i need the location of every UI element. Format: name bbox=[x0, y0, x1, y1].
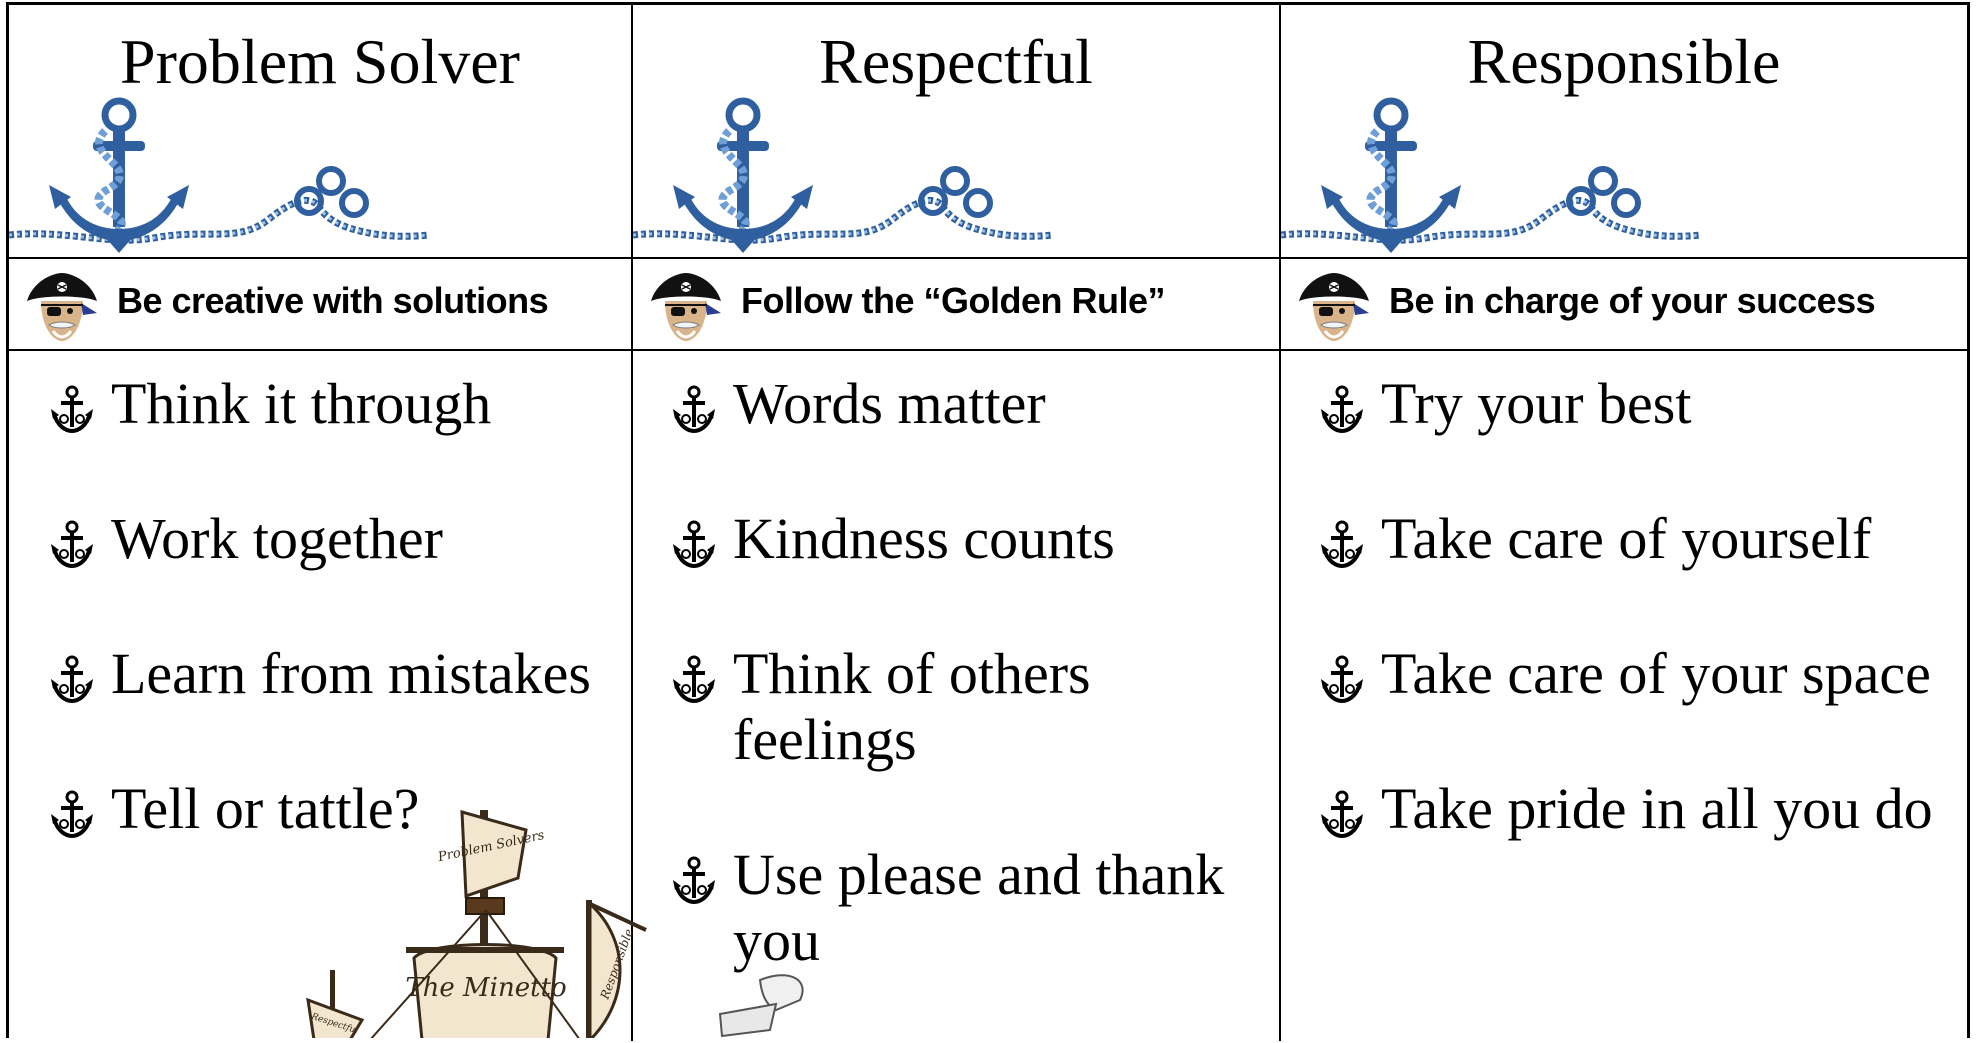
left-flag-text: Respectful bbox=[310, 1011, 360, 1037]
pirate-icon bbox=[647, 269, 725, 345]
item-text: Think it through bbox=[111, 371, 492, 436]
motto-text: Be in charge of your success bbox=[1389, 280, 1876, 321]
item-text: Try your best bbox=[1381, 371, 1692, 436]
column-header bbox=[9, 5, 631, 259]
item-text: Words matter bbox=[733, 371, 1046, 436]
ship-illustration bbox=[290, 800, 850, 1038]
item-text: Learn from mistakes bbox=[111, 641, 591, 706]
anchor-rope-icon bbox=[9, 97, 429, 253]
sail-text: The Minetto bbox=[405, 973, 567, 1003]
item-text: Kindness counts bbox=[733, 506, 1115, 571]
item-text: Take care of yourself bbox=[1381, 506, 1872, 571]
item-text: Take care of your space bbox=[1381, 641, 1931, 706]
list-item bbox=[671, 641, 1273, 773]
anchor-icon bbox=[49, 520, 95, 568]
motto-row bbox=[1281, 259, 1967, 351]
flag-text: Problem Solvers bbox=[436, 827, 546, 866]
column-header bbox=[633, 5, 1279, 259]
anchor-icon bbox=[1319, 520, 1365, 568]
item-text: Tell or tattle? bbox=[111, 776, 420, 841]
anchor-icon bbox=[1319, 790, 1365, 838]
list-item bbox=[1319, 371, 1961, 437]
anchor-icon bbox=[671, 520, 717, 568]
list-item bbox=[671, 506, 1273, 572]
column-responsible bbox=[1281, 5, 1967, 1041]
list-item bbox=[49, 506, 625, 572]
anchor-icon bbox=[49, 790, 95, 838]
anchor-icon bbox=[49, 655, 95, 703]
list-item bbox=[671, 371, 1273, 437]
list-item bbox=[49, 371, 625, 437]
anchor-icon bbox=[671, 385, 717, 433]
expectation-list bbox=[1319, 371, 1961, 911]
anchor-icon bbox=[671, 655, 717, 703]
pirate-icon bbox=[1295, 269, 1373, 345]
pirate-icon bbox=[23, 269, 101, 345]
list-item bbox=[1319, 776, 1961, 842]
motto-text: Be creative with solutions bbox=[117, 280, 549, 321]
list-item bbox=[1319, 641, 1961, 707]
motto-row bbox=[633, 259, 1279, 351]
motto-row bbox=[9, 259, 631, 351]
column-title: Problem Solver bbox=[120, 26, 520, 97]
anchor-icon bbox=[1319, 655, 1365, 703]
item-text: Take pride in all you do bbox=[1381, 776, 1933, 841]
right-sail-text: Responsible bbox=[597, 927, 636, 1002]
column-header bbox=[1281, 5, 1967, 259]
anchor-rope-icon bbox=[633, 97, 1053, 253]
item-text: Think of others feelings bbox=[733, 641, 1091, 772]
item-text: Work together bbox=[111, 506, 443, 571]
column-title: Responsible bbox=[1467, 26, 1781, 97]
item-text: Use please and thank you bbox=[733, 842, 1225, 973]
list-item bbox=[1319, 506, 1961, 572]
motto-text: Follow the “Golden Rule” bbox=[741, 280, 1165, 321]
anchor-rope-icon bbox=[1281, 97, 1701, 253]
column-title: Respectful bbox=[819, 26, 1093, 97]
anchor-icon bbox=[1319, 385, 1365, 433]
anchor-icon bbox=[49, 385, 95, 433]
list-item bbox=[49, 641, 625, 707]
